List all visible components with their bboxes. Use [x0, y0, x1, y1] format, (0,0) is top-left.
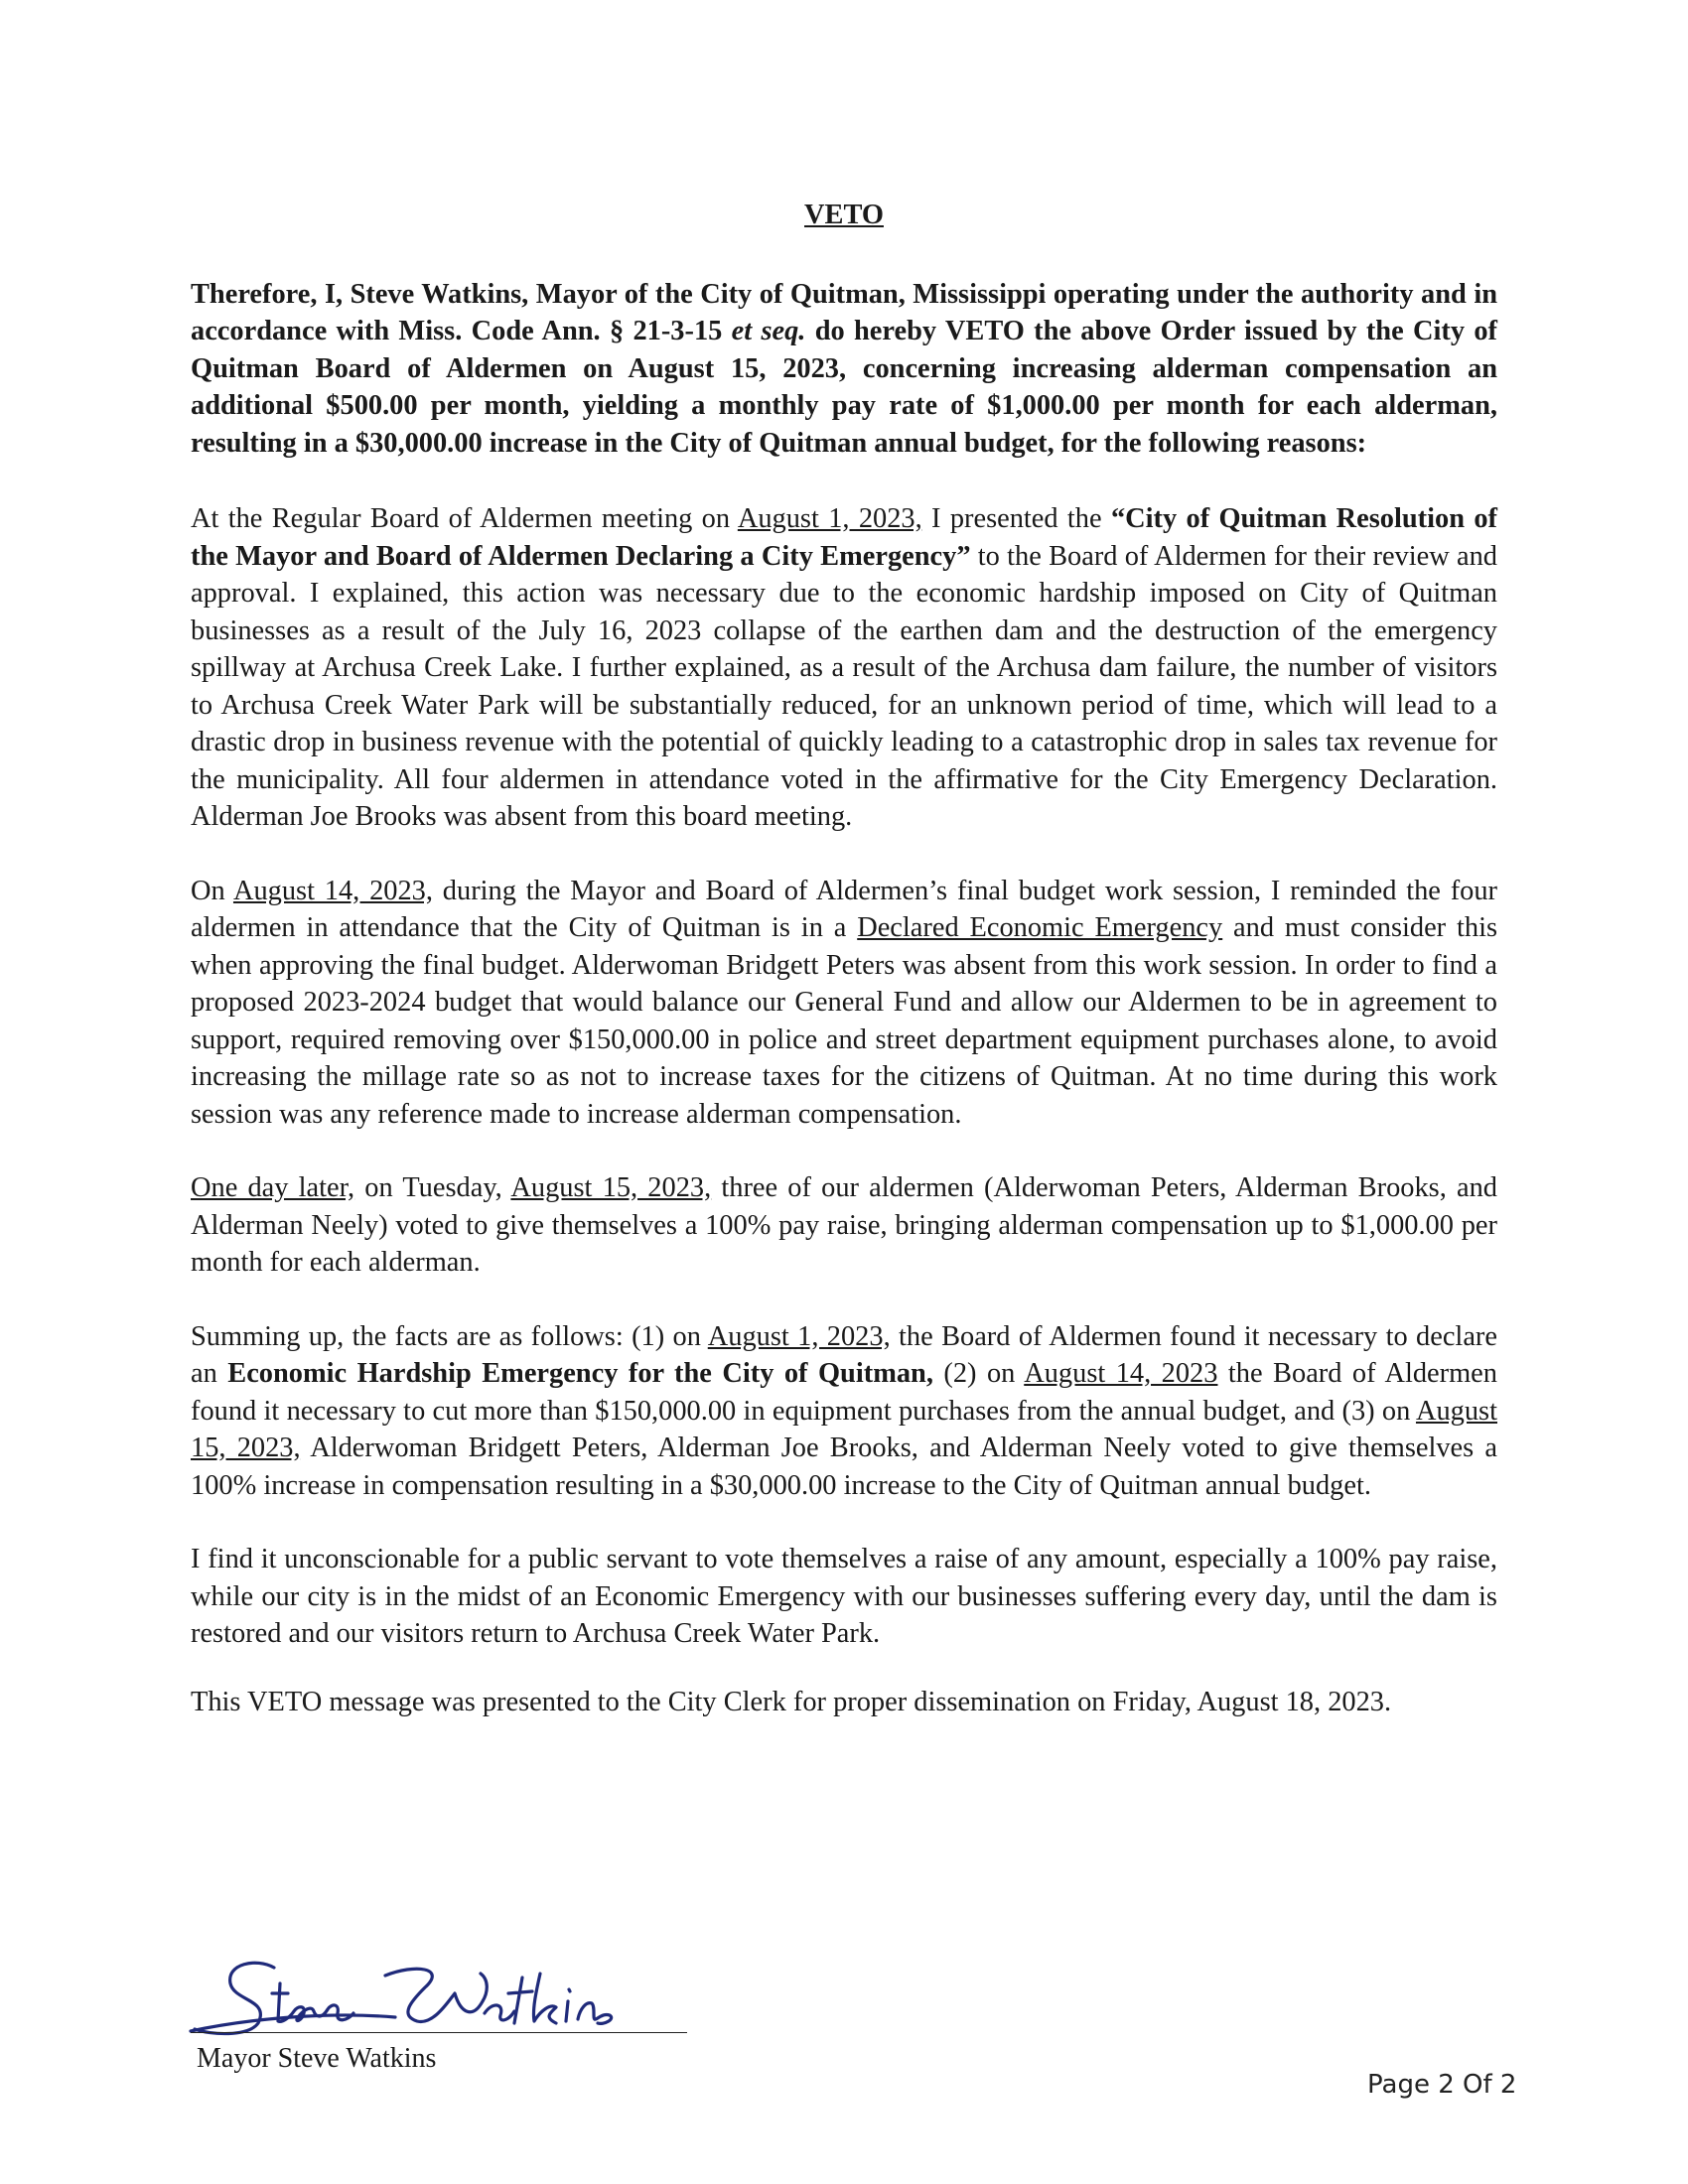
veto-italic: et seq. [731, 316, 806, 346]
signature-stroke-flourish [191, 2015, 395, 2031]
p1-resolution-title: “City of Quitman Resolution of the Mayor and Board of Aldermen Declaring a City Emergency” [191, 503, 1497, 572]
paragraph-august-1-meeting [191, 500, 1497, 836]
p4-text-2: the Board of Aldermen found it necessary to declare an [191, 1320, 1497, 1389]
closing-statement: This VETO message was presented to the City Clerk for proper dissemination on Friday, August 18, 2023. [191, 1686, 1392, 1717]
paragraph-august-15-vote [191, 1169, 1497, 1282]
page-number: Page 2 Of 2 [1367, 2070, 1517, 2100]
handwritten-signature [187, 1958, 693, 2037]
signature-line [191, 2032, 687, 2033]
p2-date: August 14, 2023, [232, 875, 433, 906]
p2-text-2: during the Mayor and Board of Aldermen’s final budget work session, I reminded the four aldermen in attendance that the City of Quitman is in a [191, 875, 1498, 943]
paragraph-august-14-session [191, 873, 1497, 1134]
veto-text-1: Therefore, I, Steve Watkins, Mayor of the City of Quitman, Mississippi operating under the authority and in accordance with Miss. Code Ann. § 21-3-15 [191, 278, 1497, 346]
p1-text-3: to the Board of Aldermen for their review and approval. I explained, this action was necessary due to the economic hardship imposed on City of Quitman businesses as a result of the July 16, 2023 collapse of the earthen dam and the destruction of the emergency spillway at Archusa Creek Lake. I further explained, as a result of the Archusa dam failure, the number of visitors to Archusa Creek Water Park will be substantially reduced, for an unknown period of time, which will lead to a drastic drop in business revenue with the potential of quickly leading to a catastrophic drop in sales tax revenue for the municipality. All four aldermen in attendance voted in the affirmative for the City Emergency Declaration. Alderman Joe Brooks was absent from this board meeting. [191, 540, 1497, 832]
p2-text-1: On [191, 875, 233, 906]
p4-date-2: August 14, 2023 [1024, 1358, 1218, 1389]
p2-text-3: and must consider this when approving the final budget. Alderwoman Bridgett Peters was absent from this work session. In order to find a proposed 2023-2024 budget that would balance our General Fund and allow our Aldermen to be in agreement to support, required removing over $150,000.00 in police and street department equipment purchases alone, to avoid increasing the millage rate so as not to increase taxes for the citizens of Quitman. At no time during this work session was any reference made to increase alderman compensation. [191, 912, 1498, 1130]
p3-text-1: on Tuesday, [354, 1172, 511, 1203]
p4-text-3: (2) on [932, 1358, 1025, 1389]
p3-one-day-later: One day later, [191, 1172, 355, 1203]
veto-text-2: do hereby VETO the above Order issued by the City of Quitman Board of Aldermen on August 15, 2023, concerning increasing alderman compensation an additional $500.00 per month, yielding a monthly pay rate of $1,000.00 per month for each alderman, resulting in a $30,000.00 increase in the City of Quitman annual budget, for the following reasons: [191, 316, 1497, 459]
p4-text-5: Alderwoman Bridgett Peters, Alderman Joe Brooks, and Alderman Neely voted to give themselves a 100% increase in compensation resulting in a $30,000.00 increase to the City of Quitman annual budget. [191, 1433, 1497, 1501]
p1-date: August 1, 2023, [737, 503, 922, 534]
p4-emergency: Economic Hardship Emergency for the City of Quitman, [227, 1358, 933, 1389]
veto-statement [191, 276, 1497, 463]
p1-text-1: At the Regular Board of Aldermen meeting on [191, 503, 738, 534]
p3-text-2: three of our aldermen (Alderwoman Peters, Alderman Brooks, and Alderman Neely) voted to give themselves a 100% pay raise, bringing alderman compensation up to $1,000.00 per month for each alderman. [191, 1172, 1497, 1278]
paragraph-conclusion: I find it unconscionable for a public servant to vote themselves a raise of any amount, especially a 100% pay raise, while our city is in the midst of an Economic Emergency with our businesses suffering every day, until the dam is restored and our visitors return to Archusa Creek Water Park. [191, 1544, 1497, 1649]
document-title: VETO [804, 200, 884, 230]
paragraph-summary [191, 1318, 1497, 1505]
p3-date: August 15, 2023, [510, 1172, 712, 1203]
p1-text-2: I presented the [921, 503, 1111, 534]
p4-text-4: the Board of Aldermen found it necessary to cut more than $150,000.00 in equipment purchases from the annual budget, and (3) on [191, 1358, 1497, 1427]
document-body [191, 197, 1497, 1757]
p4-date-1: August 1, 2023, [707, 1320, 891, 1352]
p2-emergency: Declared Economic Emergency [857, 912, 1223, 943]
signer-name: Mayor Steve Watkins [197, 2043, 437, 2074]
signature-stroke-w [385, 1969, 487, 2021]
signature-stroke-atkins [485, 1974, 612, 2023]
p4-date-3: August 15, 2023, [191, 1395, 1497, 1463]
p4-text-1: Summing up, the facts are as follows: (1) on [191, 1320, 708, 1352]
